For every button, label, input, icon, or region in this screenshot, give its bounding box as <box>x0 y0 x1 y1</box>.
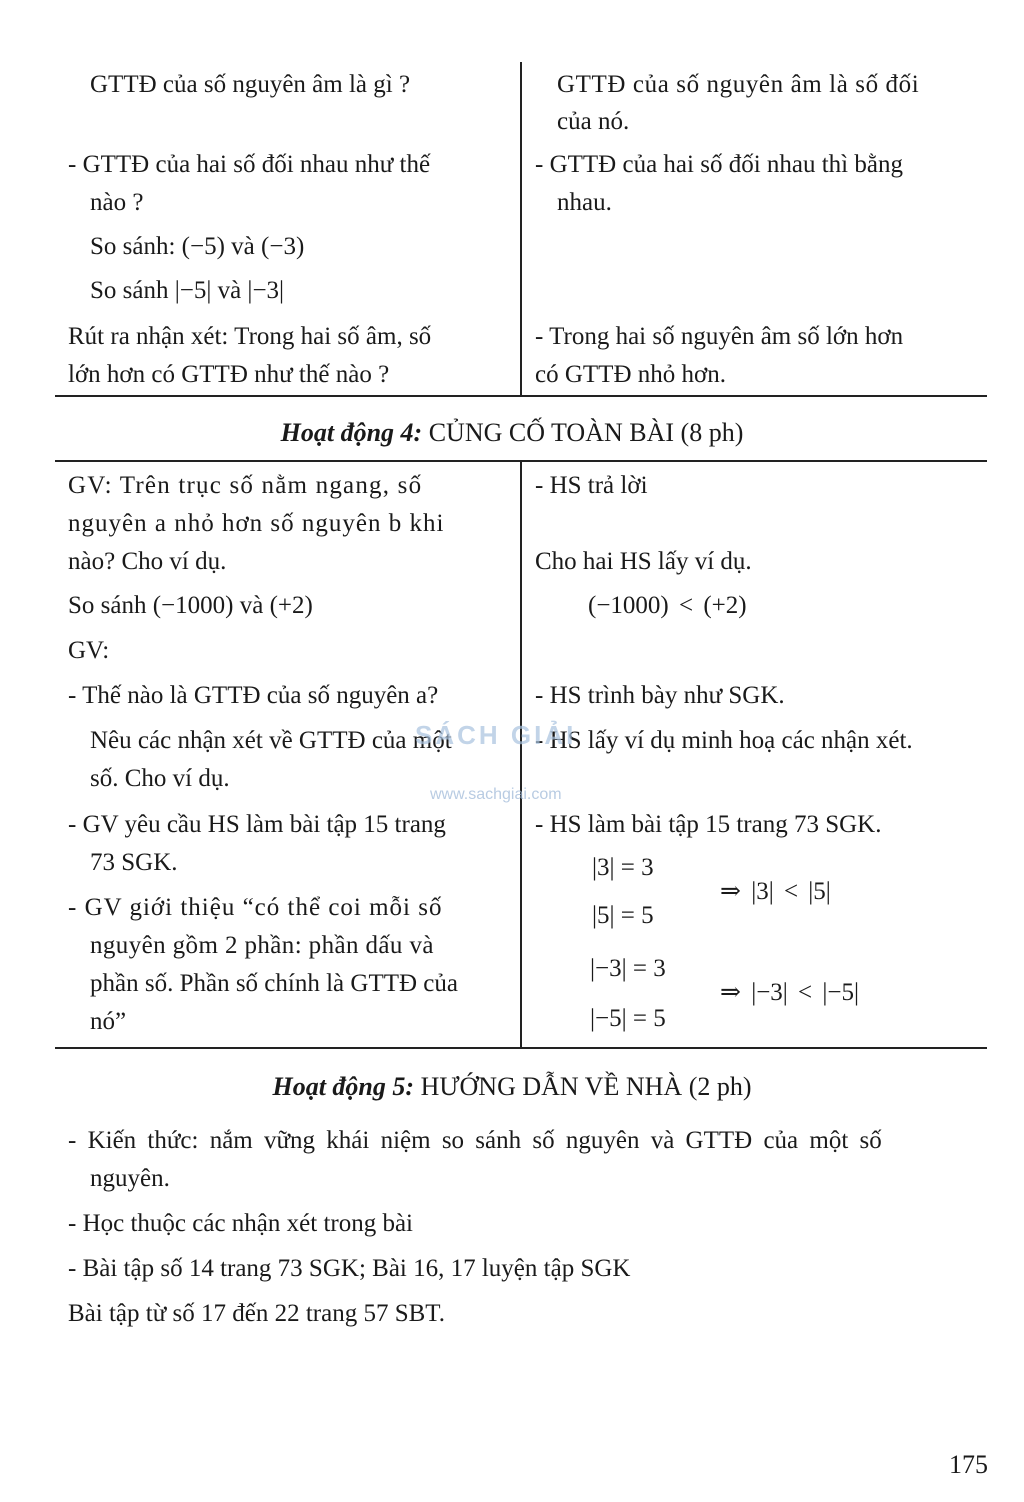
activity4-heading <box>0 414 1024 452</box>
table1-r1-left-line1: GTTĐ của số nguyên âm là gì ? <box>90 71 411 98</box>
math-abs5: |5| = 5 <box>592 902 654 929</box>
math-result-a: ⇒ |3| < |5| <box>720 878 831 905</box>
table1-r2-right-line1: - GTTĐ của hai số đối nhau thì bằng <box>535 151 903 178</box>
watermark-logo: SÁCH GIẢI <box>415 720 577 750</box>
table1-r2-left-line1: - GTTĐ của hai số đối nhau như thế <box>68 151 431 178</box>
table2-right-line6: - HS làm bài tập 15 trang 73 SGK. <box>535 811 882 838</box>
table1-r3-left-line2: lớn hơn có GTTĐ như thế nào ? <box>68 361 390 388</box>
table2-left-line14: nó” <box>90 1008 127 1035</box>
activity5-title: HƯỚNG DẪN VỀ NHÀ (2 ph) <box>420 1072 752 1101</box>
table2-left-line9: - GV yêu cầu HS làm bài tập 15 trang <box>68 811 446 838</box>
table1-r3-right-line1: - Trong hai số nguyên âm số lớn hơn <box>535 323 904 350</box>
table1-r2-left-line2: nào ? <box>90 189 144 216</box>
table2-right-comparison: (−1000) < (+2) <box>588 592 747 619</box>
table1-r2-right-line2: nhau. <box>557 189 612 216</box>
homework-line5: Bài tập từ số 17 đến 22 trang 57 SBT. <box>68 1300 445 1327</box>
watermark-url: www.sachgiai.com <box>430 786 562 803</box>
table1-r2-left-line3: So sánh: (−5) và (−3) <box>90 233 305 260</box>
table1-bottom-rule <box>55 395 987 397</box>
activity5-heading <box>0 1068 1024 1106</box>
homework-line3: - Học thuộc các nhận xét trong bài <box>68 1210 414 1237</box>
table2-right-line2: Cho hai HS lấy ví dụ. <box>535 548 752 575</box>
activity4-label: Hoạt động 4: <box>280 418 423 447</box>
homework-line2: nguyên. <box>90 1165 170 1192</box>
table1-r2-left-line4: So sánh |−5| và |−3| <box>90 277 285 304</box>
table2-right-line1: - HS trả lời <box>535 472 648 499</box>
activity4-title: CỦNG CỐ TOÀN BÀI (8 ph) <box>428 418 744 447</box>
math-abs-neg5: |−5| = 5 <box>590 1005 666 1032</box>
table2-left-line2: nguyên a nhỏ hơn số nguyên b khi <box>68 510 445 537</box>
table2-left-line8: số. Cho ví dụ. <box>90 765 230 792</box>
math-abs3: |3| = 3 <box>592 854 654 881</box>
table2-left-line3: nào? Cho ví dụ. <box>68 548 227 575</box>
table2-left-line1: GV: Trên trục số nằm ngang, số <box>68 472 423 499</box>
table1-r1-right-line1: GTTĐ của số nguyên âm là số đối <box>557 71 920 98</box>
table2-left-line11: - GV giới thiệu “có thể coi mỗi số <box>68 894 443 921</box>
page-number: 175 <box>949 1450 988 1479</box>
table1-r3-left-line1: Rút ra nhận xét: Trong hai số âm, số <box>68 323 432 350</box>
activity5-label: Hoạt động 5: <box>272 1072 415 1101</box>
math-result-b: ⇒ |−3| < |−5| <box>720 979 860 1006</box>
homework-line1: - Kiến thức: nắm vững khái niệm so sánh số nguyên và GTTĐ của một số <box>68 1127 882 1154</box>
table2-left-line13: phần số. Phần số chính là GTTĐ của <box>90 970 458 997</box>
table2-left-line7: Nêu các nhận xét về GTTĐ của một <box>90 727 452 754</box>
table2-left-line5: GV: <box>68 637 110 664</box>
table2-left-line4: So sánh (−1000) và (+2) <box>68 592 313 619</box>
table2-left-line12: nguyên gồm 2 phần: phần dấu và <box>90 932 434 959</box>
table2-bottom-rule <box>55 1047 987 1049</box>
math-abs-neg3: |−3| = 3 <box>590 955 666 982</box>
table2-right-line4: - HS trình bày như SGK. <box>535 682 785 709</box>
table1-r1-right-line2: của nó. <box>557 108 630 135</box>
table2-left-line6: - Thế nào là GTTĐ của số nguyên a? <box>68 682 439 709</box>
table2-right-line5: - HS lấy ví dụ minh hoạ các nhận xét. <box>535 727 913 754</box>
homework-line4: - Bài tập số 14 trang 73 SGK; Bài 16, 17 luyện tập SGK <box>68 1255 631 1282</box>
table2-left-line10: 73 SGK. <box>90 849 178 876</box>
table1-r3-right-line2: có GTTĐ nhỏ hơn. <box>535 361 726 388</box>
